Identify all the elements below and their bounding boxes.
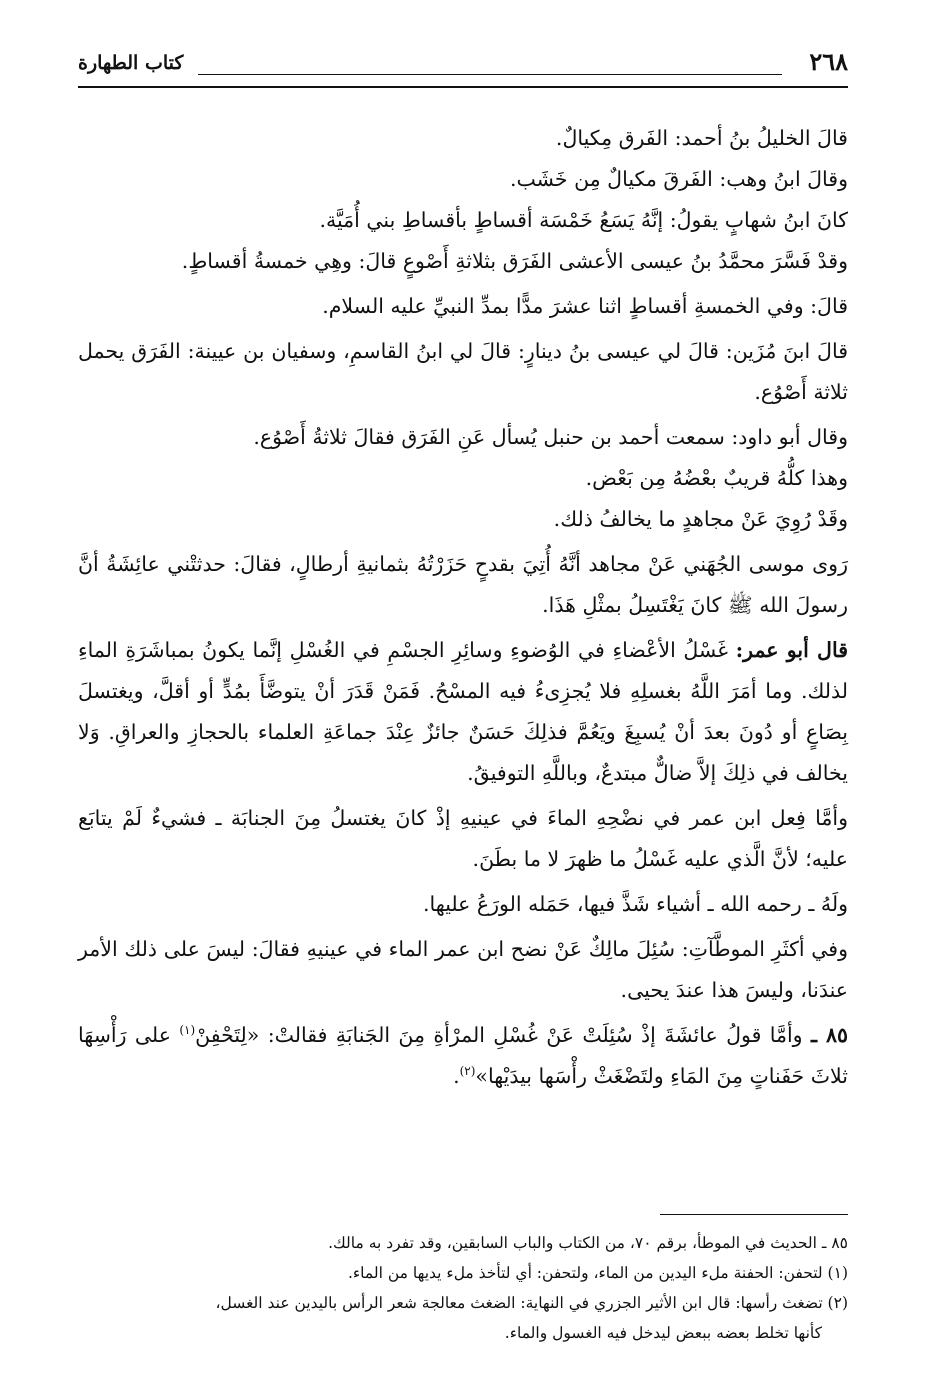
paragraph-3: كانَ ابنُ شهابٍ يقولُ: إنَّهُ يَسَعُ خَمْسَة أقساطٍ بأقساطِ بني أُمَيَّة. xyxy=(319,208,848,232)
footnote-separator xyxy=(660,1214,848,1215)
abu-umar-text: غَسْلُ الأعْضاءِ في الوُضوءِ وسائِرِ الجسْمِ في الغُسْلِ إنَّما يكونُ بمباشَرَةِ الماءِ لذلك. وما أمَرَ اللَّهُ بغسلِهِ فلا يُجزِىءُ فيه المسْحُ. فَمَنْ قَدَرَ أنْ يتوضَّأَ بمُدٍّ أو أقلَّ، ويغتسلَ بِصَاعٍ أو دُونَ بعدَ أنْ يُسبِغَ ويَعُمَّ فذلِكَ حَسَنٌ جائزٌ عِنْدَ جماعَةِ العلماء بالحجازِ والعراقِ. وَلا يخالف في ذلِكَ إلاَّ ضالٌّ مبتدعٌ، وباللَّهِ التوفيقُ. xyxy=(78,638,848,785)
paragraph-12: ولَهُ ـ رحمه الله ـ أشياء شَذَّ فيها، حَمَله الورَعُ عليها. xyxy=(422,892,848,916)
hadith-text-before: وأمَّا قولُ عائشَةَ إذْ سُئِلَتْ عَنْ غُسْلِ المرْأةِ مِنَ الجَنابَةِ فقالتْ: «لِتَحْفِنْ xyxy=(195,1023,803,1047)
paragraph-11: وأمَّا فِعل ابن عمر في نضْحِهِ الماءَ في عينيهِ إذْ كانَ يغتسلُ مِنَ الجنابَة ـ فشيءٌ لَمْ يتابَع عليه؛ لأنَّ الَّذي عليه غَسْلُ ما ظهرَ لا ما بطَنَ. xyxy=(78,806,849,871)
paragraph-4: وقدْ فَسَّرَ محمَّدُ بنُ عيسى الأعشى الفَرَق بثلاثةِ أَصْوعٍ قالَ: وهِي خمسةُ أقساطٍ. xyxy=(181,249,848,273)
abu-umar-lead: قال أبو عمر: xyxy=(735,638,848,662)
abu-umar-paragraph xyxy=(78,630,848,794)
footnote-ref-2[interactable]: (٢) xyxy=(459,1064,476,1079)
paragraph-6: قالَ ابنَ مُزَين: قالَ لي عيسى بنُ دينارٍ: قالَ لي ابنُ القاسمِ، وسفيان بن عيينة: الفَرَق يحمل ثلاثة أَصْوُع. xyxy=(78,339,848,404)
paragraph-1: قالَ الخليلُ بنُ أحمد: الفَرق مِكيالٌ. xyxy=(555,126,848,150)
footnote-1: (١) لتحفن: الحفنة ملء اليدين من الماء، ولتحفن: أي لتأخذ ملء يديها من الماء. xyxy=(347,1264,848,1282)
paragraph-13: وفي أكثَرِ الموطَّآتِ: سُئِلَ مالِكٌ عَنْ نضح ابن عمر الماء في عينيهِ فقالَ: ليسَ على ذلك الأمر عندَنا، وليسَ هذا عندَ يحيى. xyxy=(78,937,848,1002)
paragraph-10: رَوى موسى الجُهَني عَنْ مجاهد أنَّهُ أُتِيَ بقدحٍ حَزَرْتُهُ بثمانيةِ أرطالٍ، فقالَ: حدثتْني عائِشَةُ أنَّ رسولَ الله ﷺ كانَ يَغْتَسِلُ بمثْلِ هَذَا. xyxy=(78,552,848,617)
header-thick-rule xyxy=(78,86,848,88)
hadith-number: ٨٥ ـ xyxy=(810,1023,848,1047)
hadith-text-after: على رَأْسِهَا ثلاثَ حَفَناتٍ مِنَ المَاءِ ولتَضْغَثْ رأْسَها بيدَيْها» xyxy=(78,1023,848,1088)
running-title: كتاب الطهارة xyxy=(78,52,184,74)
header-thin-rule xyxy=(198,74,782,75)
paragraph-7: وقال أبو داود: سمعت أحمد بن حنبل يُسأل عَنِ الفَرَق فقالَ ثلاثةُ أَصْوُع. xyxy=(253,425,848,449)
footnote-2: (٢) تضغث رأسها: قال ابن الأثير الجزري في النهاية: الضغث معالجة شعر الرأس باليدين عند الغسل، xyxy=(215,1294,848,1312)
footnotes xyxy=(78,1228,848,1348)
main-text xyxy=(78,118,848,1097)
hadith-85-paragraph xyxy=(78,1015,848,1097)
footnote-2-continuation: كأنها تخلط بعضه ببعض ليدخل فيه الغسول والماء. xyxy=(504,1324,822,1342)
footnote-85: ٨٥ ـ الحديث في الموطأ، برقم ٧٠، من الكتاب والباب السابقين، وقد تفرد به مالك. xyxy=(328,1234,848,1252)
paragraph-5: قالَ: وفي الخمسةِ أقساطٍ اثنا عشرَ مدًّا بمدِّ النبيِّ عليه السلام. xyxy=(322,294,848,318)
page-header xyxy=(78,44,848,88)
hadith-end: . xyxy=(453,1064,460,1088)
paragraph-8: وهذا كلُّهُ قريبٌ بعْضُهُ مِن بَعْض. xyxy=(585,466,848,490)
page-number: ٢٦٨ xyxy=(809,47,848,76)
paragraph-2: وقالَ ابنُ وهب: الفَرقَ مكيالٌ مِن خَشَب. xyxy=(509,167,848,191)
paragraph-9: وقَدْ رُوِيَ عَنْ مجاهدٍ ما يخالفُ ذلك. xyxy=(553,507,848,531)
footnote-ref-1[interactable]: (١) xyxy=(179,1023,196,1038)
